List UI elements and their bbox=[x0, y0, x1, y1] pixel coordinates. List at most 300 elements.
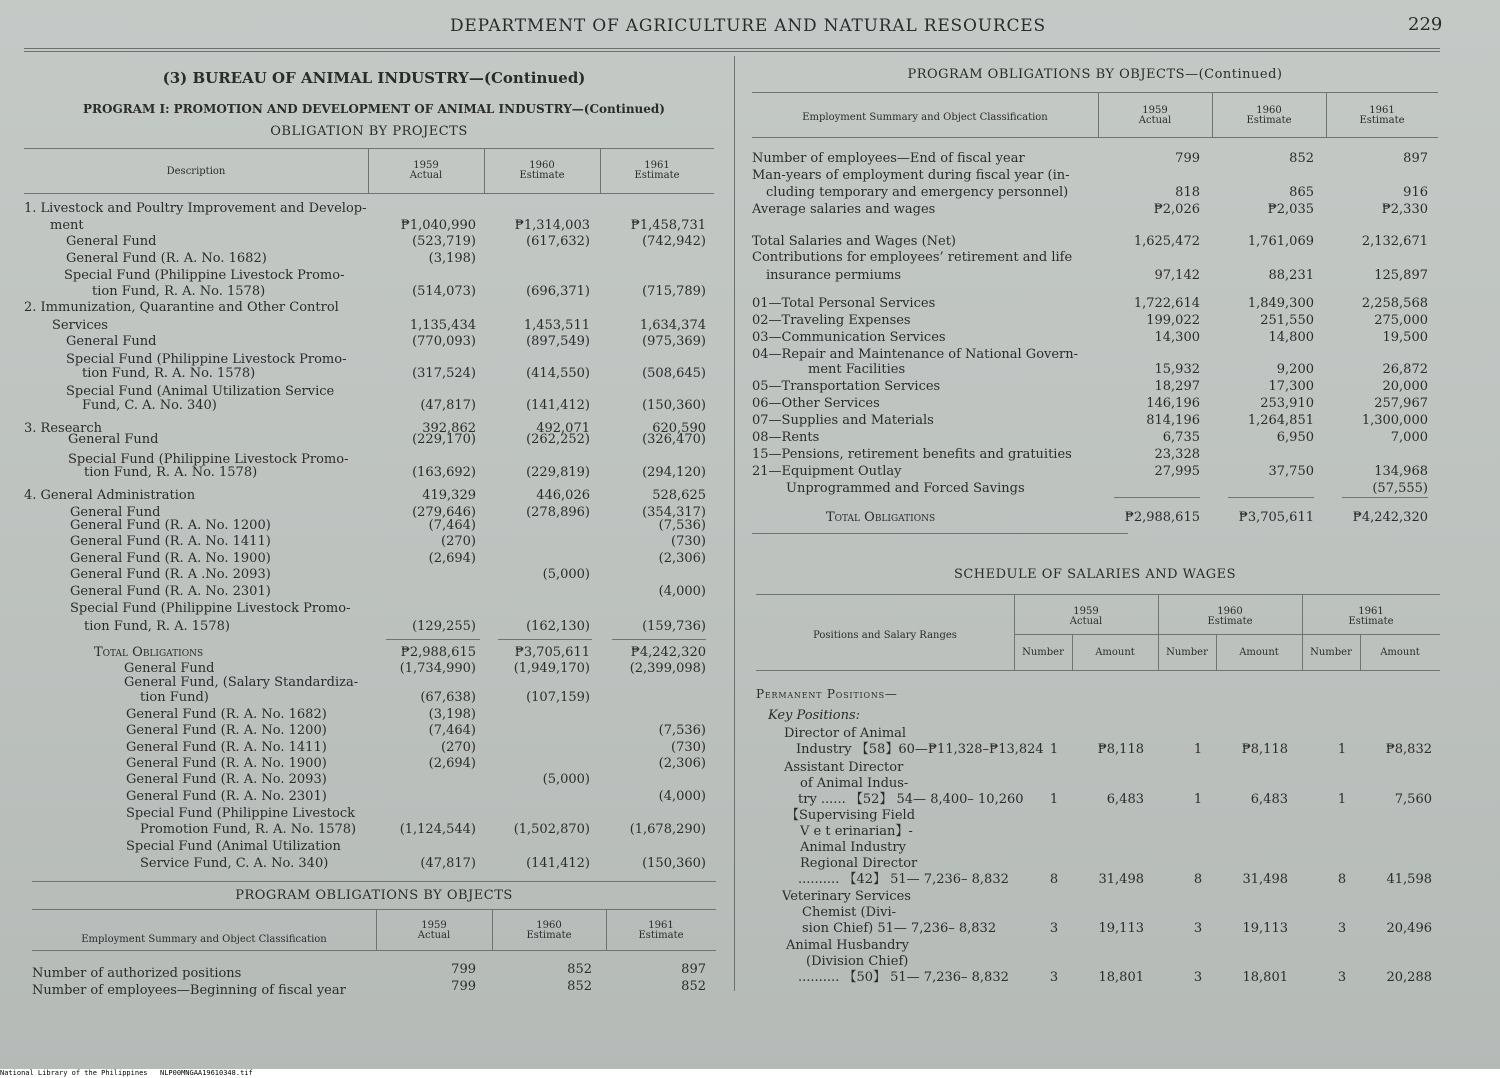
row-label: Total Salaries and Wages (Net) bbox=[752, 234, 957, 249]
value-1959: 818 bbox=[1175, 185, 1200, 200]
column-header-status: Actual bbox=[417, 930, 451, 941]
count-1960: 1 bbox=[1193, 792, 1203, 807]
value-1961: (7,536) bbox=[658, 723, 706, 738]
value-1960: 6,950 bbox=[1276, 430, 1314, 445]
value-1959: 27,995 bbox=[1154, 464, 1200, 479]
column-header-status: Estimate bbox=[1348, 616, 1394, 627]
value-1961: 134,968 bbox=[1374, 464, 1428, 479]
total-obligations-label: Total Obligations bbox=[94, 645, 204, 660]
row-label: 07—Supplies and Materials bbox=[752, 413, 934, 428]
sum-rule bbox=[612, 639, 706, 640]
program-title: PROGRAM I: PROMOTION AND DEVELOPMENT OF ANIMAL INDUSTRY—(Continued) bbox=[83, 102, 665, 116]
amount-1960: 19,113 bbox=[1242, 921, 1288, 936]
value-1961: 19,500 bbox=[1382, 330, 1428, 345]
table-head-rule bbox=[24, 193, 714, 194]
value-1961: (2,306) bbox=[658, 756, 706, 771]
position-title-line: Animal Husbandry bbox=[786, 938, 909, 953]
permanent-positions-label: Permanent Positions— bbox=[756, 687, 898, 701]
sum-rule bbox=[1342, 497, 1428, 498]
value-1960: (278,896) bbox=[526, 505, 590, 520]
page-header bbox=[0, 16, 1500, 38]
value-1960: 88,231 bbox=[1268, 268, 1314, 283]
value-1960: (1,502,870) bbox=[513, 822, 590, 837]
row-label: General Fund (R. A. No. 1411) bbox=[70, 534, 271, 549]
row-label: 4. General Administration bbox=[24, 488, 196, 503]
table-top-rule bbox=[756, 594, 1440, 595]
value-1960: 1,761,069 bbox=[1247, 234, 1314, 249]
schedule-title: SCHEDULE OF SALARIES AND WAGES bbox=[953, 567, 1237, 582]
column-header-year: 1959 bbox=[1073, 606, 1099, 617]
value-1961: 528,625 bbox=[652, 488, 706, 503]
value-1959: (47,817) bbox=[420, 398, 476, 413]
row-label: Fund, C. A. No. 340) bbox=[82, 398, 217, 413]
column-divider bbox=[734, 56, 735, 991]
column-header-description: Employment Summary and Object Classification bbox=[81, 934, 327, 945]
value-1959: ₱2,026 bbox=[1153, 202, 1200, 217]
value-1960: (1,949,170) bbox=[513, 661, 590, 676]
value-1960: 446,026 bbox=[536, 488, 590, 503]
row-label: 04—Repair and Maintenance of National Govern- bbox=[752, 347, 1079, 362]
value-1959: (1,734,990) bbox=[399, 661, 476, 676]
value-1961: (294,120) bbox=[642, 465, 706, 480]
row-label: General Fund (R. A. No. 1411) bbox=[126, 740, 327, 755]
row-label: tion Fund, R. A. No. 1578) bbox=[92, 284, 266, 299]
value-1961: (508,645) bbox=[642, 366, 706, 381]
value-1960: 14,800 bbox=[1268, 330, 1314, 345]
value-1960: (696,371) bbox=[526, 284, 590, 299]
position-title-line: of Animal Indus- bbox=[800, 776, 909, 791]
value-1959: 97,142 bbox=[1154, 268, 1200, 283]
position-title-line: Director of Animal bbox=[784, 726, 907, 741]
row-label: General Fund (R. A. No. 1200) bbox=[126, 723, 327, 738]
value-1961: (4,000) bbox=[658, 584, 706, 599]
value-1960: (414,550) bbox=[526, 366, 590, 381]
position-title-line: Animal Industry bbox=[800, 840, 906, 855]
row-label: Promotion Fund, R. A. No. 1578) bbox=[140, 822, 357, 837]
column-header-status: Estimate bbox=[1359, 115, 1405, 126]
value-1961: 1,300,000 bbox=[1361, 413, 1428, 428]
row-label: Service Fund, C. A. No. 340) bbox=[140, 856, 329, 871]
position-title-line: .......... 【42】 51— 7,236– 8,832 bbox=[798, 872, 1009, 887]
amount-1959: 6,483 bbox=[1106, 792, 1144, 807]
amount-1959: ₱8,118 bbox=[1097, 742, 1144, 757]
row-label: 3. Research bbox=[24, 421, 102, 436]
row-label: 06—Other Services bbox=[752, 396, 880, 411]
value-1960: 865 bbox=[1289, 185, 1314, 200]
position-title-line: Chemist (Divi- bbox=[802, 905, 897, 920]
value-1960: 852 bbox=[1289, 151, 1314, 166]
value-1960: 1,849,300 bbox=[1247, 296, 1314, 311]
row-label: Contributions for employees’ retirement and life bbox=[752, 250, 1073, 265]
column-header-status: Estimate bbox=[526, 930, 572, 941]
value-1961: 7,000 bbox=[1390, 430, 1428, 445]
value-1959: (2,694) bbox=[428, 756, 476, 771]
column-header-year: 1960 bbox=[1217, 606, 1243, 617]
row-label: Services bbox=[52, 318, 108, 333]
row-label: General Fund (R. A. No. 1682) bbox=[66, 251, 267, 266]
column-header-year: 1961 bbox=[1369, 105, 1395, 116]
position-title-line: Regional Director bbox=[800, 856, 918, 871]
value-1961: 257,967 bbox=[1374, 396, 1428, 411]
total-obligations-label: Total Obligations bbox=[826, 510, 936, 525]
amount-1960: 31,498 bbox=[1242, 872, 1288, 887]
column-header-status: Actual bbox=[1069, 616, 1103, 627]
column-header-year: 1960 bbox=[536, 920, 562, 931]
value-1961: (2,306) bbox=[658, 551, 706, 566]
row-label: 1. Livestock and Poultry Improvement and Develop- bbox=[24, 201, 367, 216]
count-1960: 3 bbox=[1193, 970, 1203, 985]
value-1961: (1,678,290) bbox=[629, 822, 706, 837]
table-subhead-rule bbox=[1014, 634, 1440, 635]
row-label: General Fund (R. A. No. 2301) bbox=[70, 584, 271, 599]
row-label: General Fund (R. A. No. 1900) bbox=[126, 756, 327, 771]
value-1959: 199,022 bbox=[1146, 313, 1200, 328]
row-label: Number of employees—End of fiscal year bbox=[752, 151, 1025, 166]
scan-footer bbox=[0, 1069, 1500, 1078]
row-label: 2. Immunization, Quarantine and Other Control bbox=[24, 300, 339, 315]
value-1959: 146,196 bbox=[1146, 396, 1200, 411]
value-1960: (262,252) bbox=[526, 432, 590, 447]
footer-library: National Library of the Philippines bbox=[0, 1069, 148, 1077]
value-1961: (7,536) bbox=[658, 518, 706, 533]
column-header-number: Number bbox=[1166, 647, 1208, 658]
value-1961: ₱4,242,320 bbox=[1352, 510, 1428, 525]
row-label: Man-years of employment during fiscal year (in- bbox=[752, 168, 1070, 183]
value-1959: (270) bbox=[441, 740, 476, 755]
row-label: insurance permiums bbox=[766, 268, 902, 283]
value-1960: ₱3,705,611 bbox=[1238, 510, 1314, 525]
value-1961: (159,736) bbox=[642, 619, 706, 634]
amount-1959: 31,498 bbox=[1098, 872, 1144, 887]
row-label: General Fund (R. A. No. 2301) bbox=[126, 789, 327, 804]
value-1959: (270) bbox=[441, 534, 476, 549]
amount-1959: 19,113 bbox=[1098, 921, 1144, 936]
amount-1961: 41,598 bbox=[1386, 872, 1432, 887]
value-1959: 1,625,472 bbox=[1133, 234, 1200, 249]
value-1959: ₱2,988,615 bbox=[1124, 510, 1200, 525]
value-1959: (7,464) bbox=[428, 723, 476, 738]
row-label: Special Fund (Philippine Livestock Promo- bbox=[64, 268, 345, 283]
section-rule bbox=[32, 881, 716, 882]
row-label: 08—Rents bbox=[752, 430, 820, 445]
column-header-status: Estimate bbox=[1207, 616, 1253, 627]
value-1960: (897,549) bbox=[526, 334, 590, 349]
row-label: General Fund (R. A. No. 2093) bbox=[126, 772, 327, 787]
row-label: 21—Equipment Outlay bbox=[752, 464, 902, 479]
value-1960: 492,071 bbox=[536, 421, 590, 436]
count-1960: 3 bbox=[1193, 921, 1203, 936]
row-label: 02—Traveling Expenses bbox=[752, 313, 911, 328]
count-1960: 1 bbox=[1193, 742, 1203, 757]
row-label: General Fund (R. A .No. 2093) bbox=[70, 567, 271, 582]
row-label: Special Fund (Philippine Livestock Promo- bbox=[68, 452, 349, 467]
row-label: Special Fund (Animal Utilization bbox=[126, 839, 341, 854]
objects-title: PROGRAM OBLIGATIONS BY OBJECTS bbox=[235, 888, 513, 903]
value-1961: 897 bbox=[1403, 151, 1428, 166]
value-1961: 1,634,374 bbox=[639, 318, 706, 333]
value-1959: ₱2,988,615 bbox=[400, 645, 476, 660]
header-rule bbox=[24, 48, 1440, 49]
value-1959: 18,297 bbox=[1154, 379, 1200, 394]
key-positions-label: Key Positions: bbox=[768, 708, 861, 723]
header-rule-2 bbox=[24, 51, 1440, 52]
value-1959: (523,719) bbox=[412, 234, 476, 249]
value-1960: (107,159) bbox=[526, 690, 590, 705]
column-header-status: Actual bbox=[1138, 115, 1172, 126]
value-1959: 1,135,434 bbox=[409, 318, 476, 333]
value-1961: 275,000 bbox=[1374, 313, 1428, 328]
position-title-line: 【Supervising Field bbox=[786, 808, 916, 823]
row-label: Number of employees—Beginning of fiscal year bbox=[32, 983, 346, 998]
column-header-year: 1959 bbox=[421, 920, 447, 931]
section-rule bbox=[752, 533, 1128, 534]
position-title-line: .......... 【50】 51— 7,236– 8,832 bbox=[798, 970, 1009, 985]
value-1959: (7,464) bbox=[428, 518, 476, 533]
value-1961: 2,258,568 bbox=[1361, 296, 1428, 311]
column-header-status: Estimate bbox=[519, 170, 565, 181]
amount-1961: ₱8,832 bbox=[1385, 742, 1432, 757]
value-1960: ₱1,314,003 bbox=[514, 218, 590, 233]
value-1960: 17,300 bbox=[1268, 379, 1314, 394]
value-1961: (715,789) bbox=[642, 284, 706, 299]
row-label: General Fund, (Salary Standardiza- bbox=[124, 675, 359, 690]
page-number: 229 bbox=[1408, 14, 1443, 35]
count-1959: 1 bbox=[1049, 792, 1059, 807]
row-label: 15—Pensions, retirement benefits and gratuities bbox=[752, 447, 1072, 462]
position-title-line: Industry 【58】60—₱11,328–₱13,824 bbox=[796, 742, 1044, 757]
value-1961: ₱1,458,731 bbox=[630, 218, 706, 233]
column-header-year: 1960 bbox=[529, 160, 555, 171]
column-header-description: Employment Summary and Object Classification bbox=[802, 112, 1048, 123]
value-1959: ₱1,040,990 bbox=[400, 218, 476, 233]
column-header-description: Description bbox=[166, 166, 226, 177]
count-1959: 3 bbox=[1049, 921, 1059, 936]
row-label: General Fund (R. A. No. 1682) bbox=[126, 707, 327, 722]
value-1961: 852 bbox=[681, 979, 706, 994]
column-header-status: Estimate bbox=[638, 930, 684, 941]
value-1961: 125,897 bbox=[1374, 268, 1428, 283]
count-1960: 8 bbox=[1193, 872, 1203, 887]
value-1959: 799 bbox=[451, 962, 476, 977]
value-1959: 419,329 bbox=[422, 488, 476, 503]
bureau-title: (3) BUREAU OF ANIMAL INDUSTRY—(Continued) bbox=[162, 69, 586, 87]
table-head-rule bbox=[752, 137, 1438, 138]
row-label: cluding temporary and emergency personnel) bbox=[766, 185, 1069, 200]
value-1959: (514,073) bbox=[412, 284, 476, 299]
row-label: tion Fund, R. A. 1578) bbox=[84, 619, 230, 634]
position-title-line: Veterinary Services bbox=[782, 889, 911, 904]
sum-rule bbox=[1114, 497, 1200, 498]
value-1959: (317,524) bbox=[412, 366, 476, 381]
row-label: Special Fund (Philippine Livestock bbox=[126, 806, 355, 821]
value-1961: (2,399,098) bbox=[629, 661, 706, 676]
value-1960: (5,000) bbox=[542, 567, 590, 582]
row-label: 01—Total Personal Services bbox=[752, 296, 936, 311]
column-header-amount: Amount bbox=[1095, 647, 1135, 658]
value-1961: (354,317) bbox=[642, 505, 706, 520]
value-1961: 2,132,671 bbox=[1361, 234, 1428, 249]
sum-rule bbox=[386, 639, 480, 640]
table-top-rule bbox=[32, 909, 716, 910]
footer-filename: NLP00MNGAA19610348.tif bbox=[160, 1069, 253, 1077]
row-label: Unprogrammed and Forced Savings bbox=[786, 481, 1025, 496]
value-1960: 9,200 bbox=[1276, 362, 1314, 377]
count-1961: 1 bbox=[1337, 742, 1347, 757]
table-head-rule bbox=[32, 950, 716, 951]
page-title: DEPARTMENT OF AGRICULTURE AND NATURAL RESOURCES bbox=[450, 16, 1046, 36]
value-1961: ₱2,330 bbox=[1381, 202, 1428, 217]
value-1959: 799 bbox=[1175, 151, 1200, 166]
value-1960: 1,453,511 bbox=[523, 318, 590, 333]
column-header-status: Estimate bbox=[634, 170, 680, 181]
column-header-year: 1959 bbox=[1142, 105, 1168, 116]
row-label: General Fund bbox=[70, 505, 161, 520]
value-1959: (129,255) bbox=[412, 619, 476, 634]
column-header-year: 1961 bbox=[1358, 606, 1384, 617]
value-1961: 620,590 bbox=[652, 421, 706, 436]
value-1960: (229,819) bbox=[526, 465, 590, 480]
column-header-status: Estimate bbox=[1246, 115, 1292, 126]
row-label: General Fund (R. A. No. 1900) bbox=[70, 551, 271, 566]
section-title: OBLIGATION BY PROJECTS bbox=[270, 124, 468, 139]
position-title-line: Assistant Director bbox=[784, 760, 904, 775]
row-label: General Fund bbox=[66, 234, 157, 249]
right-objects-title: PROGRAM OBLIGATIONS BY OBJECTS—(Continued) bbox=[907, 67, 1283, 82]
row-label: General Fund (R. A. No. 1200) bbox=[70, 518, 271, 533]
column-header-year: 1961 bbox=[644, 160, 670, 171]
value-1960: (141,412) bbox=[526, 856, 590, 871]
value-1961: (326,470) bbox=[642, 432, 706, 447]
amount-1960: 18,801 bbox=[1242, 970, 1288, 985]
value-1959: (2,694) bbox=[428, 551, 476, 566]
value-1960: 852 bbox=[567, 962, 592, 977]
value-1960: 1,264,851 bbox=[1247, 413, 1314, 428]
value-1961: (730) bbox=[671, 740, 706, 755]
value-1961: (57,555) bbox=[1372, 481, 1428, 496]
column-header-number: Number bbox=[1310, 647, 1352, 658]
column-header-amount: Amount bbox=[1380, 647, 1420, 658]
table-top-rule bbox=[752, 92, 1438, 93]
value-1961: 916 bbox=[1403, 185, 1428, 200]
row-label: tion Fund) bbox=[140, 690, 209, 705]
value-1961: 26,872 bbox=[1382, 362, 1428, 377]
column-header-year: 1961 bbox=[648, 920, 674, 931]
row-label: tion Fund, R. A. No. 1578) bbox=[84, 465, 258, 480]
amount-1960: 6,483 bbox=[1250, 792, 1288, 807]
amount-1959: 18,801 bbox=[1098, 970, 1144, 985]
count-1959: 1 bbox=[1049, 742, 1059, 757]
row-label: Special Fund (Philippine Livestock Promo- bbox=[66, 352, 347, 367]
value-1960: 253,910 bbox=[1260, 396, 1314, 411]
row-label: General Fund bbox=[124, 661, 215, 676]
row-label: 05—Transportation Services bbox=[752, 379, 941, 394]
row-label: General Fund bbox=[66, 334, 157, 349]
row-label: Special Fund (Philippine Livestock Promo- bbox=[70, 601, 351, 616]
value-1959: (770,093) bbox=[412, 334, 476, 349]
value-1959: (279,646) bbox=[412, 505, 476, 520]
sum-rule bbox=[1228, 497, 1314, 498]
value-1959: (1,124,544) bbox=[399, 822, 476, 837]
value-1959: (3,198) bbox=[428, 707, 476, 722]
value-1959: 14,300 bbox=[1154, 330, 1200, 345]
sum-rule bbox=[498, 639, 592, 640]
position-title-line: try ...... 【52】 54— 8,400– 10,260 bbox=[798, 792, 1024, 807]
value-1959: (229,170) bbox=[412, 432, 476, 447]
position-title-line: (Division Chief) bbox=[806, 954, 909, 969]
count-1961: 1 bbox=[1337, 792, 1347, 807]
row-label: tion Fund, R. A. No. 1578) bbox=[82, 366, 256, 381]
value-1961: (4,000) bbox=[658, 789, 706, 804]
value-1959: (163,692) bbox=[412, 465, 476, 480]
table-top-rule bbox=[24, 148, 714, 149]
count-1959: 3 bbox=[1049, 970, 1059, 985]
value-1959: 1,722,614 bbox=[1133, 296, 1200, 311]
row-label: ment bbox=[50, 218, 84, 233]
value-1960: (162,130) bbox=[526, 619, 590, 634]
value-1961: 897 bbox=[681, 962, 706, 977]
column-header-year: 1960 bbox=[1256, 105, 1282, 116]
amount-1961: 20,288 bbox=[1386, 970, 1432, 985]
value-1959: (47,817) bbox=[420, 856, 476, 871]
value-1961: (150,360) bbox=[642, 398, 706, 413]
column-header-positions: Positions and Salary Ranges bbox=[813, 630, 957, 641]
value-1959: (67,638) bbox=[420, 690, 476, 705]
value-1960: (5,000) bbox=[542, 772, 590, 787]
count-1961: 3 bbox=[1337, 921, 1347, 936]
value-1960: ₱3,705,611 bbox=[514, 645, 590, 660]
row-label: ment Facilities bbox=[808, 362, 906, 377]
row-label: Number of authorized positions bbox=[32, 966, 242, 981]
value-1961: (150,360) bbox=[642, 856, 706, 871]
row-label: 03—Communication Services bbox=[752, 330, 946, 345]
value-1961: (742,942) bbox=[642, 234, 706, 249]
value-1959: 392,862 bbox=[422, 421, 476, 436]
position-title-line: V e t erinarian】- bbox=[800, 824, 913, 839]
position-title-line: sion Chief) 51— 7,236– 8,832 bbox=[802, 921, 997, 936]
value-1960: (141,412) bbox=[526, 398, 590, 413]
column-header-status: Actual bbox=[409, 170, 443, 181]
count-1959: 8 bbox=[1049, 872, 1059, 887]
value-1960: (617,632) bbox=[526, 234, 590, 249]
amount-1961: 20,496 bbox=[1386, 921, 1432, 936]
value-1960: 852 bbox=[567, 979, 592, 994]
count-1961: 3 bbox=[1337, 970, 1347, 985]
column-header-number: Number bbox=[1022, 647, 1064, 658]
value-1961: (975,369) bbox=[642, 334, 706, 349]
count-1961: 8 bbox=[1337, 872, 1347, 887]
value-1960: ₱2,035 bbox=[1267, 202, 1314, 217]
value-1961: 20,000 bbox=[1382, 379, 1428, 394]
amount-1961: 7,560 bbox=[1394, 792, 1432, 807]
column-header-amount: Amount bbox=[1239, 647, 1279, 658]
value-1961: (730) bbox=[671, 534, 706, 549]
value-1960: 251,550 bbox=[1260, 313, 1314, 328]
value-1961: ₱4,242,320 bbox=[630, 645, 706, 660]
value-1959: 23,328 bbox=[1154, 447, 1200, 462]
value-1960: 37,750 bbox=[1268, 464, 1314, 479]
value-1959: (3,198) bbox=[428, 251, 476, 266]
amount-1960: ₱8,118 bbox=[1241, 742, 1288, 757]
value-1959: 15,932 bbox=[1154, 362, 1200, 377]
row-label: Average salaries and wages bbox=[752, 202, 936, 217]
row-label: General Fund bbox=[68, 432, 159, 447]
column-header-year: 1959 bbox=[413, 160, 439, 171]
value-1959: 6,735 bbox=[1162, 430, 1200, 445]
row-label: Special Fund (Animal Utilization Service bbox=[66, 384, 335, 399]
value-1959: 799 bbox=[451, 979, 476, 994]
value-1959: 814,196 bbox=[1146, 413, 1200, 428]
table-head-rule bbox=[756, 670, 1440, 671]
